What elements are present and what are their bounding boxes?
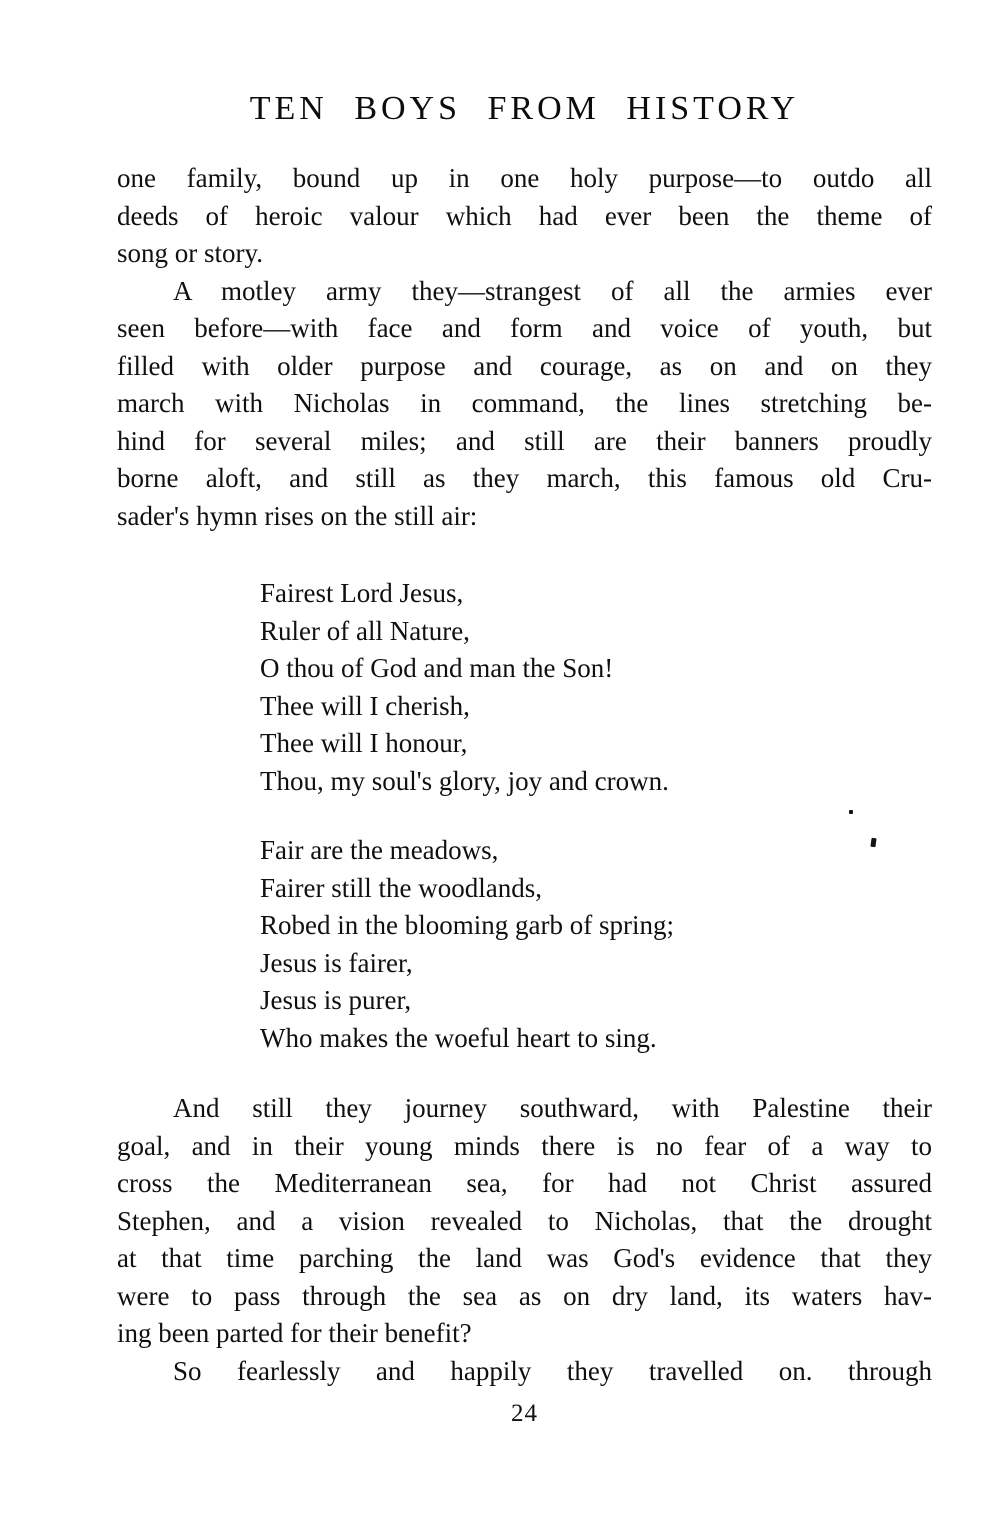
- body-line: at that time parching the land was God's evidence that they: [117, 1243, 932, 1273]
- body-line: Stephen, and a vision revealed to Nicholas, that the drought: [117, 1205, 932, 1236]
- body-line: And still they journey southward, with Palestine their: [173, 1093, 932, 1123]
- verse-line: Ruler of all Nature,: [260, 615, 470, 646]
- body-line: goal, and in their young minds there is no fear of a way to: [117, 1130, 932, 1161]
- verse-line: Fairer still the woodlands,: [260, 872, 542, 903]
- verse-line: Who makes the woeful heart to sing.: [260, 1022, 657, 1053]
- body-line: cross the Mediterranean sea, for had not Christ assured: [117, 1168, 932, 1198]
- verse-line: Thee will I honour,: [260, 728, 468, 758]
- body-line: were to pass through the sea as on dry land, its waters hav-: [117, 1280, 932, 1311]
- page-header: TEN BOYS FROM HISTORY: [249, 90, 800, 127]
- verse-line: Jesus is purer,: [260, 985, 412, 1015]
- hymn-verse-2: [117, 832, 932, 1057]
- page-body: [117, 160, 932, 1433]
- body-line: seen before—with face and form and voice of youth, but: [117, 313, 932, 343]
- paragraph-fearlessly: [117, 1353, 932, 1391]
- verse-line: Robed in the blooming garb of spring;: [260, 910, 674, 940]
- page-number: 24: [511, 1400, 538, 1427]
- verse-line: Fair are the meadows,: [260, 835, 499, 865]
- body-line: sader's hymn rises on the still air:: [117, 500, 478, 531]
- verse-line: O thou of God and man the Son!: [260, 653, 614, 683]
- body-line: borne aloft, and still as they march, this famous old Cru-: [117, 463, 932, 493]
- body-line: A motley army they—strangest of all the armies ever: [173, 275, 932, 306]
- verse-line: Thou, my soul's glory, joy and crown.: [260, 765, 669, 796]
- body-line: filled with older purpose and courage, as on and on they: [117, 350, 932, 381]
- paragraph-motley-army: [117, 273, 932, 536]
- verse-line: Jesus is fairer,: [260, 947, 413, 978]
- verse-line: Fairest Lord Jesus,: [260, 578, 464, 608]
- body-line: So fearlessly and happily they travelled on. through: [173, 1355, 932, 1386]
- paragraph-continuation: [117, 160, 932, 273]
- verse-line: Thee will I cherish,: [260, 690, 470, 721]
- hymn-verse-1: [117, 575, 932, 800]
- body-line: march with Nicholas in command, the lines stretching be-: [117, 388, 932, 418]
- body-line: one family, bound up in one holy purpose—to outdo all: [117, 163, 932, 193]
- scan-speck: [849, 810, 853, 814]
- paragraph-journey-southward: [117, 1090, 932, 1353]
- body-line: ing been parted for their benefit?: [117, 1318, 472, 1348]
- body-line: deeds of heroic valour which had ever been the theme of: [117, 200, 932, 231]
- body-line: hind for several miles; and still are their banners proudly: [117, 425, 932, 456]
- body-line: song or story.: [117, 238, 263, 268]
